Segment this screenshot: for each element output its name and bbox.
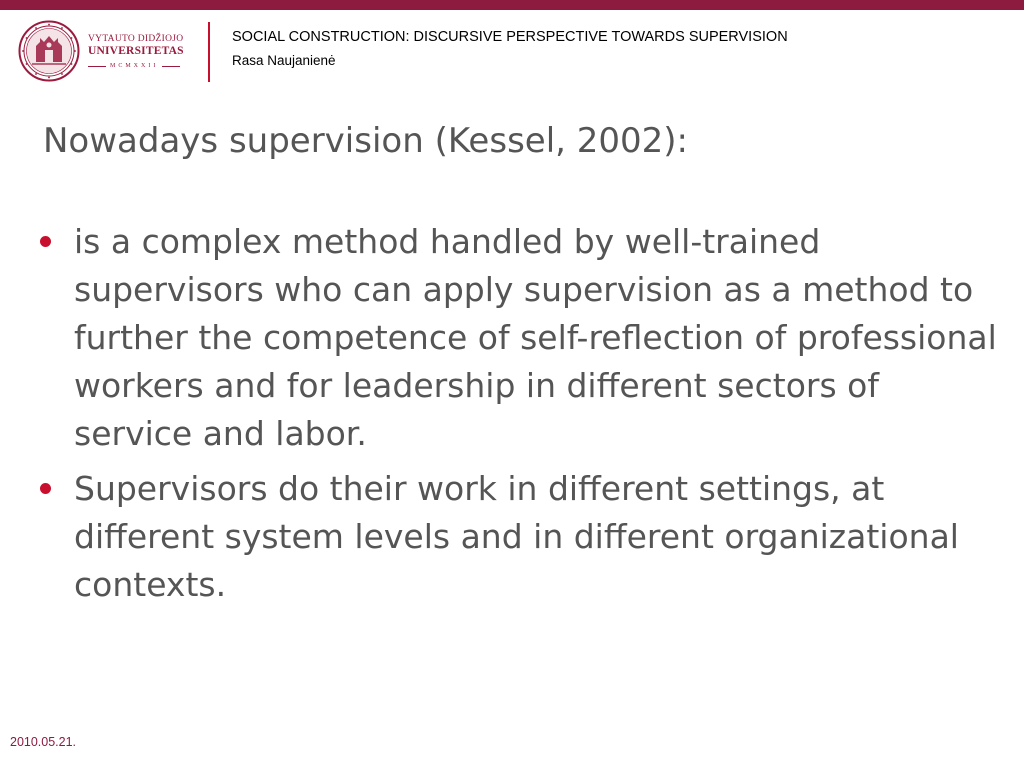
presentation-author: Rasa Naujanienė: [232, 53, 336, 68]
logo-line-1: VYTAUTO DIDŽIOJO: [88, 34, 184, 44]
logo-year: MCMXXII: [110, 63, 159, 69]
university-seal-icon: [18, 20, 80, 82]
logo-rule-right: [162, 66, 180, 67]
bullet-item: [30, 465, 1005, 609]
logo-wordmark: [88, 34, 198, 71]
bullet-list: [30, 218, 1005, 616]
logo-line-2: UNIVERSITETAS: [88, 45, 184, 57]
slide-title: Nowadays supervision (Kessel, 2002):: [43, 121, 689, 161]
top-accent-bar: [0, 0, 1024, 10]
logo-line-3: [88, 61, 198, 71]
header-divider: [208, 22, 210, 82]
bullet-icon: [40, 483, 51, 494]
logo-rule-left: [88, 66, 106, 67]
bullet-text: is a complex method handled by well-trained supervisors who can apply supervision as a method to further the competence of self-reflection of professional workers and for leadership in different sectors of service and labor.: [74, 222, 997, 453]
bullet-item: [30, 218, 1005, 458]
university-logo: [18, 20, 193, 82]
presentation-title: SOCIAL CONSTRUCTION: DISCURSIVE PERSPECTIVE TOWARDS SUPERVISION: [232, 29, 788, 45]
bullet-icon: [40, 236, 51, 247]
bullet-text: Supervisors do their work in different settings, at different system levels and in different organizational contexts.: [74, 469, 959, 604]
footer-date: 2010.05.21.: [10, 735, 77, 749]
